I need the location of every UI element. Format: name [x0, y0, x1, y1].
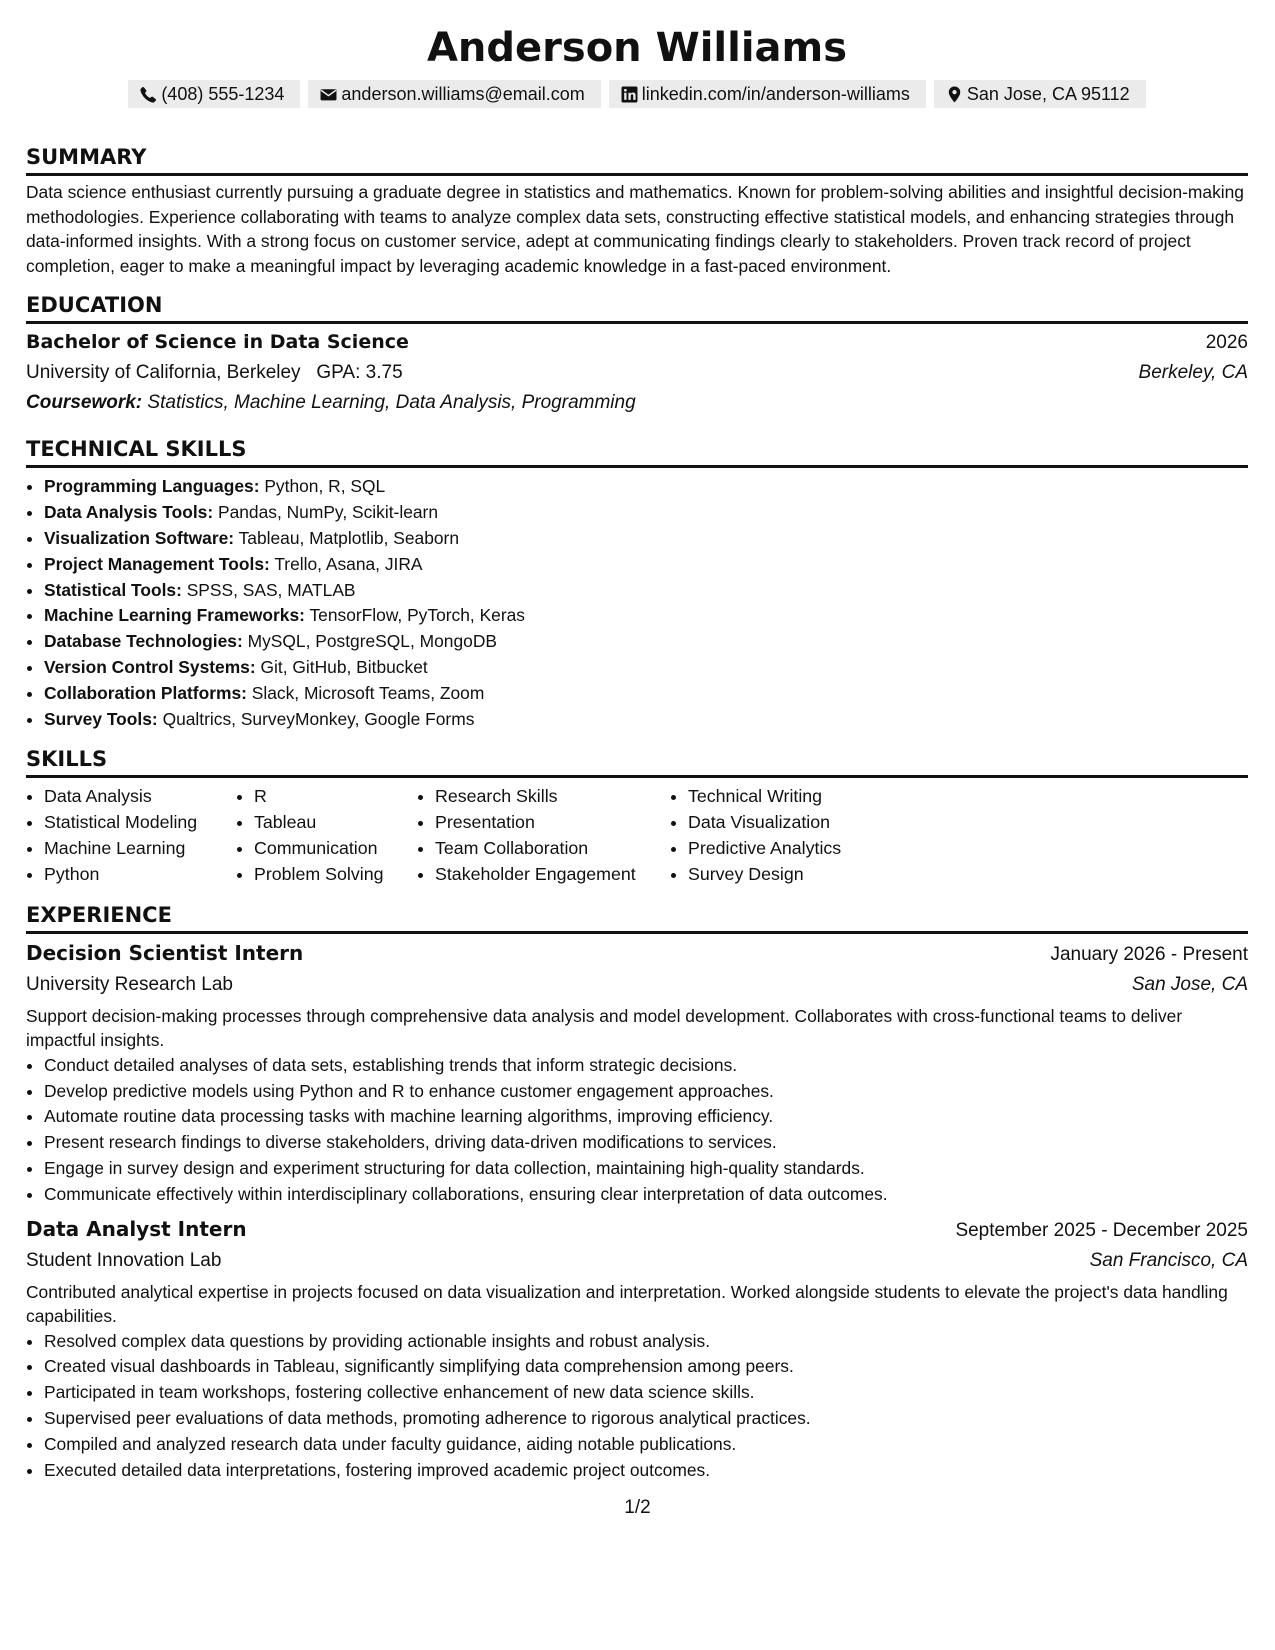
- list-item: • Created visual dashboards in Tableau, significantly simplifying data comprehension among peers.: [44, 1354, 1248, 1380]
- contact-phone: [128, 80, 300, 108]
- skills-column-1: [26, 784, 236, 887]
- school-location: Berkeley, CA: [1138, 362, 1248, 384]
- phone-text: (408) 555-1234: [161, 84, 285, 104]
- graduation-year: 2026: [1205, 332, 1248, 354]
- education-section: [26, 292, 1248, 418]
- skill-label: Survey Tools:: [44, 708, 158, 729]
- skill-label: Database Technologies:: [44, 631, 243, 652]
- list-item: • Stakeholder Engagement: [435, 862, 670, 888]
- list-item: [44, 603, 1248, 629]
- skill-value: Pandas, NumPy, Scikit-learn: [217, 502, 439, 523]
- skill-value: MySQL, PostgreSQL, MongoDB: [247, 631, 497, 652]
- job-location: San Jose, CA: [1131, 973, 1248, 995]
- list-item: • Tableau: [254, 810, 417, 836]
- phone-icon: [140, 86, 157, 103]
- job-title: Decision Scientist Intern: [26, 940, 304, 965]
- education-heading: EDUCATION: [26, 292, 1248, 324]
- list-item: • Participated in team workshops, fostering collective enhancement of new data science skills.: [44, 1380, 1248, 1406]
- job-description: Contributed analytical expertise in projects focused on data visualization and interpretation. Worked alongside students to elevate the project's data handling capabilities.: [26, 1281, 1228, 1327]
- job-organization: University Research Lab: [26, 973, 233, 995]
- skill-value: Trello, Asana, JIRA: [274, 553, 423, 574]
- list-item: [44, 707, 1248, 733]
- technical-skills-section: [26, 436, 1248, 732]
- list-item: [44, 552, 1248, 578]
- summary-text: Data science enthusiast currently pursuing a graduate degree in statistics and mathematics. Known for problem-solving abilities and insightful decision-making methodologies. Experience collaborating with teams to analyze complex data sets, constructing effective statistical models, and enhancing strategies through data-informed insights. With a strong focus on customer service, adept at communicating findings clearly to stakeholders. Proven track record of project completion, eager to make a meaningful impact by leveraging academic knowledge in a fast-paced environment.: [26, 182, 1244, 276]
- job-title: Data Analyst Intern: [26, 1216, 247, 1241]
- skill-label: Machine Learning Frameworks:: [44, 605, 305, 626]
- technical-skills-heading: TECHNICAL SKILLS: [26, 436, 1248, 468]
- job-organization: Student Innovation Lab: [26, 1249, 222, 1271]
- skill-label: Version Control Systems:: [44, 656, 256, 677]
- list-item: • Executed detailed data interpretations, fostering improved academic project outcomes.: [44, 1458, 1248, 1484]
- skill-label: Programming Languages:: [44, 476, 260, 497]
- page-number: 1/2: [624, 1497, 651, 1518]
- skill-value: Git, GitHub, Bitbucket: [260, 656, 428, 677]
- list-item: • Survey Design: [688, 862, 908, 888]
- list-item: • Supervised peer evaluations of data methods, promoting adherence to rigorous analytical practices.: [44, 1406, 1248, 1432]
- school-line: [26, 358, 403, 388]
- contact-linkedin[interactable]: [609, 80, 926, 108]
- contact-email[interactable]: [308, 80, 600, 108]
- list-item: [44, 681, 1248, 707]
- list-item: • Develop predictive models using Python and R to enhance customer engagement approaches.: [44, 1079, 1248, 1105]
- list-item: [44, 500, 1248, 526]
- coursework-label: Coursework:: [26, 392, 143, 414]
- list-item: • Problem Solving: [254, 862, 417, 888]
- list-item: [44, 655, 1248, 681]
- skill-value: SPSS, SAS, MATLAB: [186, 579, 356, 600]
- job-description: Support decision-making processes through comprehensive data analysis and model development. Collaborates with cross-functional teams to deliver impactful insights.: [26, 1005, 1183, 1051]
- skills-column-4: [670, 784, 908, 887]
- job-bullets: [26, 1329, 1248, 1484]
- list-item: • Conduct detailed analyses of data sets, establishing trends that inform strategic decisions.: [44, 1053, 1248, 1079]
- school-name: University of California, Berkeley: [26, 362, 301, 384]
- list-item: • Data Visualization: [688, 810, 908, 836]
- skill-label: Data Analysis Tools:: [44, 502, 214, 523]
- list-item: • Research Skills: [435, 784, 670, 810]
- list-item: • Machine Learning: [44, 836, 236, 862]
- list-item: • Data Analysis: [44, 784, 236, 810]
- skill-value: TensorFlow, PyTorch, Keras: [309, 605, 525, 626]
- coursework-list: Statistics, Machine Learning, Data Analysis, Programming: [147, 392, 636, 414]
- job-entry: [26, 1214, 1248, 1484]
- list-item: • Compiled and analyzed research data under faculty guidance, aiding notable publications.: [44, 1432, 1248, 1458]
- email-text: anderson.williams@email.com: [341, 84, 585, 104]
- degree-title: Bachelor of Science in Data Science: [26, 331, 409, 354]
- list-item: • Engage in survey design and experiment structuring for data collection, maintaining high-quality standards.: [44, 1156, 1248, 1182]
- list-item: • Team Collaboration: [435, 836, 670, 862]
- resume-page: [26, 0, 1248, 1483]
- list-item: [44, 474, 1248, 500]
- list-item: [44, 526, 1248, 552]
- job-location: San Francisco, CA: [1089, 1249, 1248, 1271]
- list-item: [44, 578, 1248, 604]
- gpa: GPA: 3.75: [316, 362, 403, 384]
- envelope-icon: [320, 86, 337, 103]
- list-item: • Technical Writing: [688, 784, 908, 810]
- list-item: • Present research findings to diverse stakeholders, driving data-driven modifications to services.: [44, 1130, 1248, 1156]
- skill-label: Statistical Tools:: [44, 579, 182, 600]
- list-item: • Statistical Modeling: [44, 810, 236, 836]
- location-text: San Jose, CA 95112: [966, 84, 1130, 104]
- coursework-line: [26, 388, 1248, 418]
- skills-grid: [26, 784, 1248, 887]
- experience-section: [26, 902, 1248, 1484]
- list-item: • Python: [44, 862, 236, 888]
- skill-label: Project Management Tools:: [44, 553, 270, 574]
- list-item: • Predictive Analytics: [688, 836, 908, 862]
- list-item: • R: [254, 784, 417, 810]
- skill-label: Visualization Software:: [44, 527, 235, 548]
- skill-value: Qualtrics, SurveyMonkey, Google Forms: [162, 708, 475, 729]
- linkedin-text: linkedin.com/in/anderson-williams: [641, 84, 910, 104]
- skills-section: [26, 746, 1248, 887]
- skills-heading: SKILLS: [26, 746, 1248, 778]
- skill-value: Slack, Microsoft Teams, Zoom: [251, 682, 485, 703]
- job-dates: January 2026 - Present: [1050, 943, 1248, 965]
- skills-column-3: [417, 784, 670, 887]
- map-marker-icon: [946, 86, 963, 103]
- list-item: • Presentation: [435, 810, 670, 836]
- job-dates: September 2025 - December 2025: [955, 1219, 1248, 1241]
- skill-value: Tableau, Matplotlib, Seaborn: [238, 527, 460, 548]
- list-item: [44, 629, 1248, 655]
- job-bullets: [26, 1053, 1248, 1208]
- candidate-name: Anderson Williams: [426, 25, 848, 71]
- list-item: • Communication: [254, 836, 417, 862]
- list-item: • Communicate effectively within interdisciplinary collaborations, ensuring clear interpretation of data outcomes.: [44, 1182, 1248, 1208]
- summary-section: [26, 144, 1248, 278]
- technical-skills-list: [26, 474, 1248, 732]
- contact-location: [934, 80, 1146, 108]
- experience-heading: EXPERIENCE: [26, 902, 1248, 934]
- list-item: • Resolved complex data questions by providing actionable insights and robust analysis.: [44, 1329, 1248, 1355]
- skill-value: Python, R, SQL: [264, 476, 386, 497]
- skills-column-2: [236, 784, 417, 887]
- contact-bar: [26, 80, 1248, 108]
- list-item: • Automate routine data processing tasks with machine learning algorithms, improving efficiency.: [44, 1104, 1248, 1130]
- job-entry: [26, 938, 1248, 1208]
- linkedin-icon: [621, 86, 638, 103]
- summary-heading: SUMMARY: [26, 144, 1248, 176]
- skill-label: Collaboration Platforms:: [44, 682, 247, 703]
